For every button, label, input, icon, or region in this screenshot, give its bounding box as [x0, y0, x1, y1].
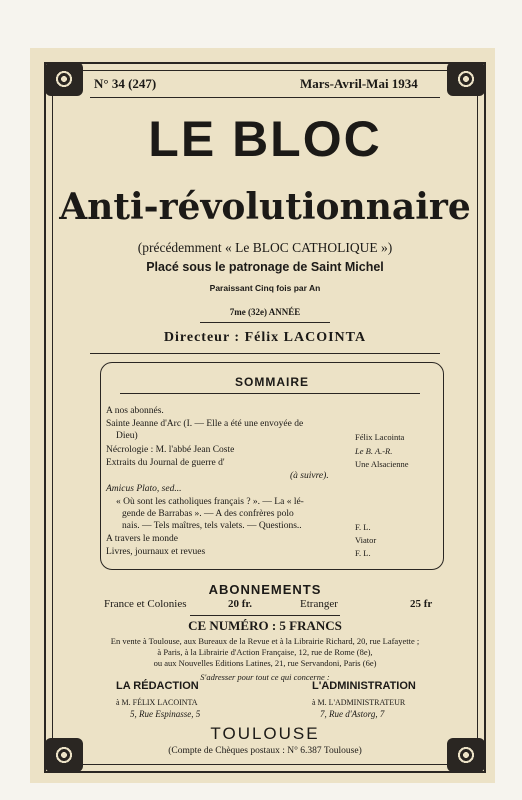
- toc-author: Viator: [355, 535, 377, 545]
- toc-author: F. L.: [355, 548, 371, 558]
- toc-entry: Extraits du Journal de guerre d': [106, 458, 225, 468]
- sommaire-title: SOMMAIRE: [235, 375, 309, 389]
- formerly-line: (précédemment « Le BLOC CATHOLIQUE »): [137, 240, 393, 255]
- toc-entry: Sainte Jeanne d'Arc (I. — Elle a été une envoyée de: [106, 419, 304, 429]
- divider: [200, 322, 330, 323]
- issue-number: N° 34 (247): [94, 76, 157, 91]
- toc-author: Félix Lacointa: [355, 432, 405, 442]
- divider: [90, 353, 440, 354]
- city-name: TOULOUSE: [210, 724, 320, 743]
- corner-ornament-icon: [45, 62, 83, 96]
- toc-entry: Dieu): [116, 431, 138, 441]
- abonnement-etranger-label: Etranger: [300, 598, 338, 610]
- redaction-title: LA RÉDACTION: [116, 680, 199, 692]
- abonnement-france-label: France et Colonies: [104, 598, 187, 610]
- divider: [90, 97, 440, 98]
- issue-price: CE NUMÉRO : 5 FRANCS: [188, 618, 342, 633]
- toc-entry: « Où sont les catholiques français ? ». — La « lé-: [116, 497, 304, 507]
- vente-line: ou aux Nouvelles Editions Latines, 21, rue Servandoni, Paris (6e): [153, 658, 377, 668]
- toc-entry: A nos abonnés.: [106, 406, 164, 416]
- contact-intro: S'adresser pour tout ce qui concerne :: [200, 672, 330, 682]
- toc-entry: gende de Barrabas ». — A des confrères polo: [122, 509, 294, 519]
- toc-entry: nais. — Tels maîtres, tels valets. — Questions..: [122, 521, 302, 531]
- masthead-title: LE BLOC: [148, 111, 382, 167]
- director-line: Directeur : Félix LACOINTA: [163, 330, 367, 345]
- issue-date: Mars-Avril-Mai 1934: [300, 76, 418, 91]
- redaction-address: 5, Rue Espinasse, 5: [130, 709, 201, 719]
- toc-author: Une Alsacienne: [355, 459, 409, 469]
- frequency-line: Paraissant Cinq fois par An: [209, 283, 321, 293]
- administration-name: à M. L'ADMINISTRATEUR: [312, 698, 406, 707]
- administration-title: L'ADMINISTRATION: [312, 680, 416, 692]
- toc-entry: A travers le monde: [106, 534, 179, 544]
- redaction-name: à M. FÉLIX LACOINTA: [116, 698, 198, 707]
- divider: [190, 615, 340, 616]
- abonnements-title: ABONNEMENTS: [208, 582, 322, 597]
- corner-ornament-icon: [447, 62, 485, 96]
- toc-entry: Livres, journaux et revues: [106, 547, 206, 557]
- administration-address: 7, Rue d'Astorg, 7: [320, 709, 385, 719]
- vente-line: En vente à Toulouse, aux Bureaux de la Revue et à la Librairie Richard, 20, rue Lafayette ;: [110, 636, 420, 646]
- vente-line: à Paris, à la Librairie d'Action Française, 12, rue de Rome (8e),: [157, 647, 373, 657]
- year-line: 7me (32e) ANNÉE: [229, 307, 301, 317]
- toc-author: Le B. A.-R.: [355, 446, 393, 456]
- postal-account: (Compte de Chèques postaux : N° 6.387 Toulouse): [168, 746, 362, 756]
- abonnement-etranger-price: 25 fr: [410, 598, 433, 610]
- divider: [120, 393, 420, 394]
- masthead-subtitle: Anti-révolutionnaire: [59, 186, 471, 228]
- toc-entry: Amicus Plato, sed...: [106, 484, 182, 494]
- toc-entry: Nécrologie : M. l'abbé Jean Coste: [106, 445, 235, 455]
- toc-entry: (à suivre).: [290, 471, 329, 481]
- patronage-line: Placé sous le patronage de Saint Michel: [146, 260, 384, 274]
- toc-author: F. L.: [355, 522, 371, 532]
- abonnement-france-price: 20 fr.: [228, 598, 253, 610]
